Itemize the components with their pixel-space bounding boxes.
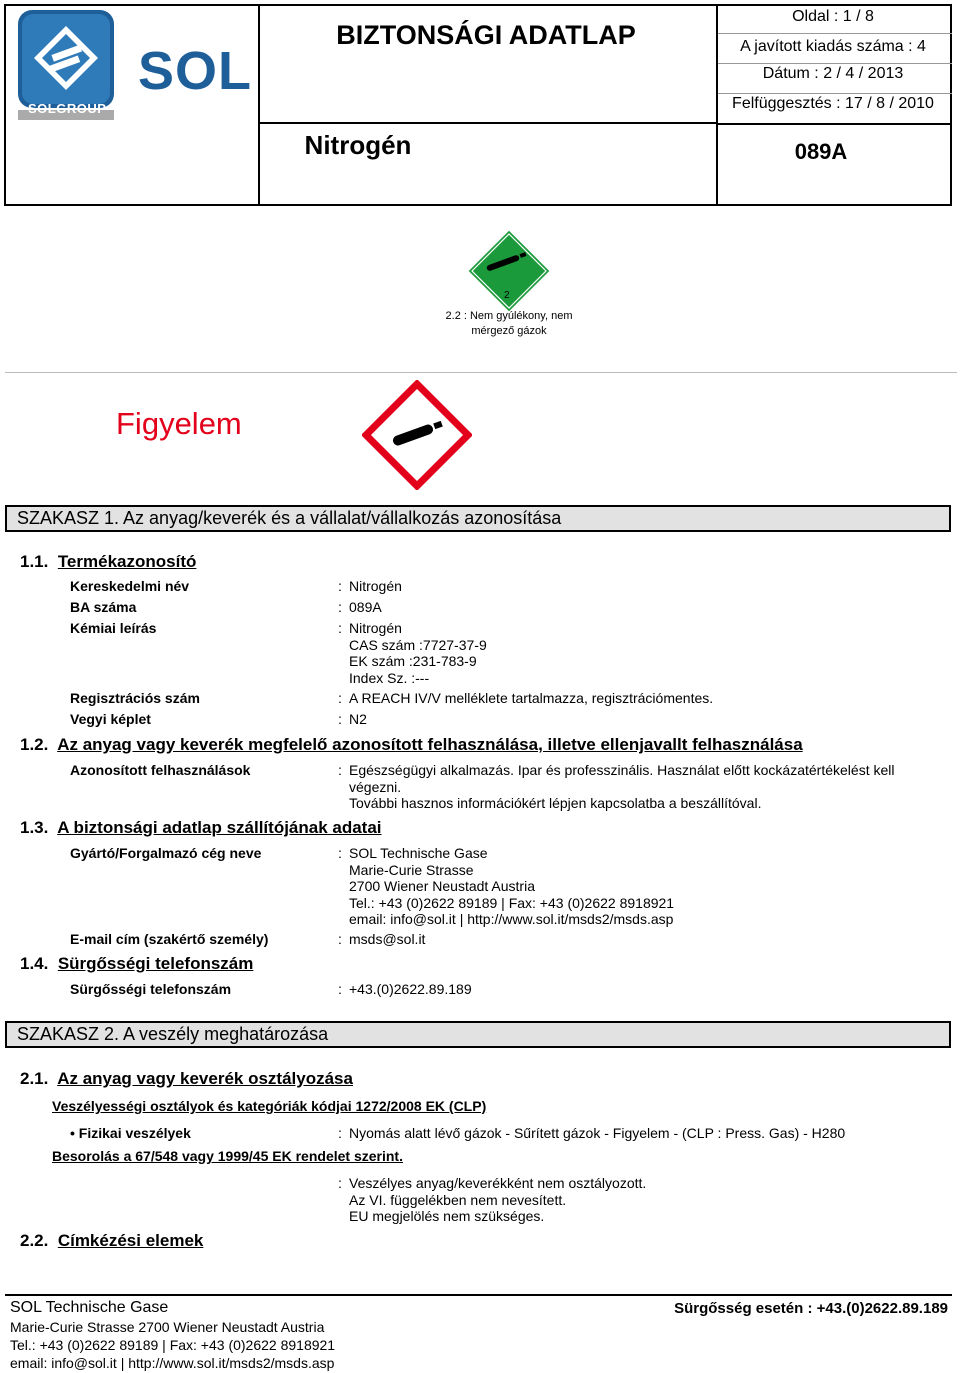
field-colon: :	[338, 931, 342, 947]
subsection-1-4	[20, 954, 253, 974]
subsection-number: 1.2.	[20, 735, 49, 754]
page-number: Oldal : 1 / 8	[792, 8, 874, 25]
header-divider	[718, 63, 952, 64]
field-value-block	[349, 845, 674, 928]
header-divider	[718, 93, 952, 94]
field-label: Kereskedelmi név	[70, 578, 190, 594]
value-line: végezni.	[349, 778, 402, 795]
footer-web: email: info@sol.it | http://www.sol.it/msds2/msds.asp	[10, 1355, 335, 1371]
signal-word: Figyelem	[116, 406, 242, 441]
ghs04-gas-cylinder-icon	[362, 380, 472, 490]
field-colon: :	[338, 1175, 342, 1191]
field-label: Sürgősségi telefonszám	[70, 981, 232, 997]
field-colon: :	[338, 690, 342, 706]
revision-date: Dátum : 2 / 4 / 2013	[762, 65, 904, 82]
value-line: EU megjelölés nem szükséges.	[349, 1208, 545, 1224]
header-divider	[718, 33, 952, 34]
footer-emergency: Sürgősség esetén : +43.(0)2622.89.189	[674, 1300, 948, 1317]
subsection-number: 2.2.	[20, 1231, 49, 1250]
transport-label-caption	[420, 309, 598, 339]
value-line: Az VI. függelékben nem nevesített.	[349, 1191, 567, 1208]
subsection-number: 1.1.	[20, 552, 49, 571]
clp-heading: Veszélyességi osztályok és kategóriák kódjai 1272/2008 EK (CLP)	[52, 1098, 487, 1114]
field-label: • Fizikai veszélyek	[70, 1125, 191, 1141]
dsd-heading: Besorolás a 67/548 vagy 1999/45 EK rendelet szerint.	[52, 1148, 403, 1164]
subsection-title: Termékazonosító	[57, 552, 197, 571]
subsection-2-2	[20, 1231, 203, 1251]
value-line: Marie-Curie Strasse	[349, 861, 474, 878]
field-value: Nyomás alatt lévő gázok - Sűrített gázok - Figyelem - (CLP : Press. Gas) - H280	[349, 1125, 846, 1141]
value-line: További hasznos információkért lépjen kapcsolatba a beszállítóval.	[349, 795, 762, 811]
subsection-title: A biztonsági adatlap szállítójának adatai	[57, 818, 382, 837]
field-value: Nitrogén	[349, 578, 402, 594]
subsection-2-1	[20, 1069, 353, 1089]
logo-wordmark: SOL	[138, 41, 253, 101]
document-title: BIZTONSÁGI ADATLAP	[336, 20, 636, 50]
caption-line: mérgező gázok	[471, 325, 547, 337]
field-colon: :	[338, 578, 342, 594]
value-line: Nitrogén	[349, 620, 402, 636]
field-label: Regisztrációs szám	[70, 690, 200, 706]
field-colon: :	[338, 981, 342, 997]
field-label: Vegyi képlet	[70, 711, 151, 727]
section-1-header: SZAKASZ 1. Az anyag/keverék és a vállalat/vállalkozás azonosítása	[5, 505, 951, 532]
caption-line: 2.2 : Nem gyúlékony, nem	[445, 310, 573, 322]
supersedes-date: Felfüggesztés : 17 / 8 / 2010	[732, 95, 934, 112]
field-label: Azonosított felhasználások	[70, 762, 251, 778]
subsection-number: 2.1.	[20, 1069, 49, 1088]
footer-phone: Tel.: +43 (0)2622 89189 | Fax: +43 (0)2622 8918921	[10, 1337, 336, 1353]
footer-divider	[5, 1294, 952, 1296]
field-label: E-mail cím (szakértő személy)	[70, 931, 269, 947]
product-name: Nitrogén	[304, 130, 412, 160]
subsection-1-3	[20, 818, 382, 838]
value-line: CAS szám :7727-37-9	[349, 636, 487, 653]
field-value-block	[349, 620, 487, 686]
value-line: 2700 Wiener Neustadt Austria	[349, 878, 535, 894]
field-value: A REACH IV/V melléklete tartalmazza, regisztrációmentes.	[349, 690, 714, 706]
footer-address: Marie-Curie Strasse 2700 Wiener Neustadt Austria	[10, 1319, 325, 1335]
field-label: Kémiai leírás	[70, 620, 157, 636]
subsection-number: 1.3.	[20, 818, 49, 837]
subsection-1-1	[20, 552, 196, 572]
field-colon: :	[338, 599, 342, 615]
value-line: Veszélyes anyag/keverékként nem osztályozott.	[349, 1175, 647, 1191]
divider	[5, 372, 957, 373]
field-value: +43.(0)2622.89.189	[349, 981, 472, 997]
subsection-title: Az anyag vagy keverék megfelelő azonosított felhasználása, illetve ellenjavallt felhasználása	[57, 735, 803, 754]
field-colon: :	[338, 1125, 342, 1141]
value-line: Tel.: +43 (0)2622 89189 | Fax: +43 (0)2622 8918921	[349, 894, 675, 911]
value-line: email: info@sol.it | http://www.sol.it/msds2/msds.asp	[349, 911, 674, 927]
value-line: Index Sz. :---	[349, 669, 430, 686]
field-label: BA száma	[70, 599, 137, 615]
field-value: 089A	[349, 599, 382, 615]
field-colon: :	[338, 845, 342, 861]
field-value-block	[349, 762, 929, 812]
transport-class-number: 2	[504, 290, 510, 301]
subsection-title: Címkézési elemek	[57, 1231, 204, 1250]
footer-company: SOL Technische Gase	[10, 1299, 169, 1316]
revision-number: A javított kiadás száma : 4	[740, 38, 926, 55]
sol-logo	[16, 10, 253, 122]
field-label: Gyártó/Forgalmazó cég neve	[70, 845, 262, 861]
value-line: EK szám :231-783-9	[349, 653, 477, 669]
subsection-title: Az anyag vagy keverék osztályozása	[57, 1069, 353, 1088]
field-value: N2	[349, 711, 367, 727]
product-code: 089A	[794, 139, 848, 164]
value-line: SOL Technische Gase	[349, 845, 488, 861]
field-colon: :	[338, 711, 342, 727]
logo-subtext: SOLGROUP	[28, 101, 107, 116]
field-value-block	[349, 1175, 646, 1225]
field-colon: :	[338, 620, 342, 636]
section-2-header: SZAKASZ 2. A veszély meghatározása	[5, 1021, 951, 1048]
field-value: msds@sol.it	[349, 931, 426, 947]
subsection-number: 1.4.	[20, 954, 49, 973]
header-divider	[718, 123, 952, 125]
transport-label-icon	[466, 228, 552, 314]
field-colon: :	[338, 762, 342, 778]
subsection-title: Sürgősségi telefonszám	[57, 954, 254, 973]
header-divider	[258, 122, 718, 124]
subsection-1-2	[20, 735, 803, 755]
value-line: Egészségügyi alkalmazás. Ipar és professzinális. Használat előtt kockázatértékelést kell	[349, 762, 895, 778]
